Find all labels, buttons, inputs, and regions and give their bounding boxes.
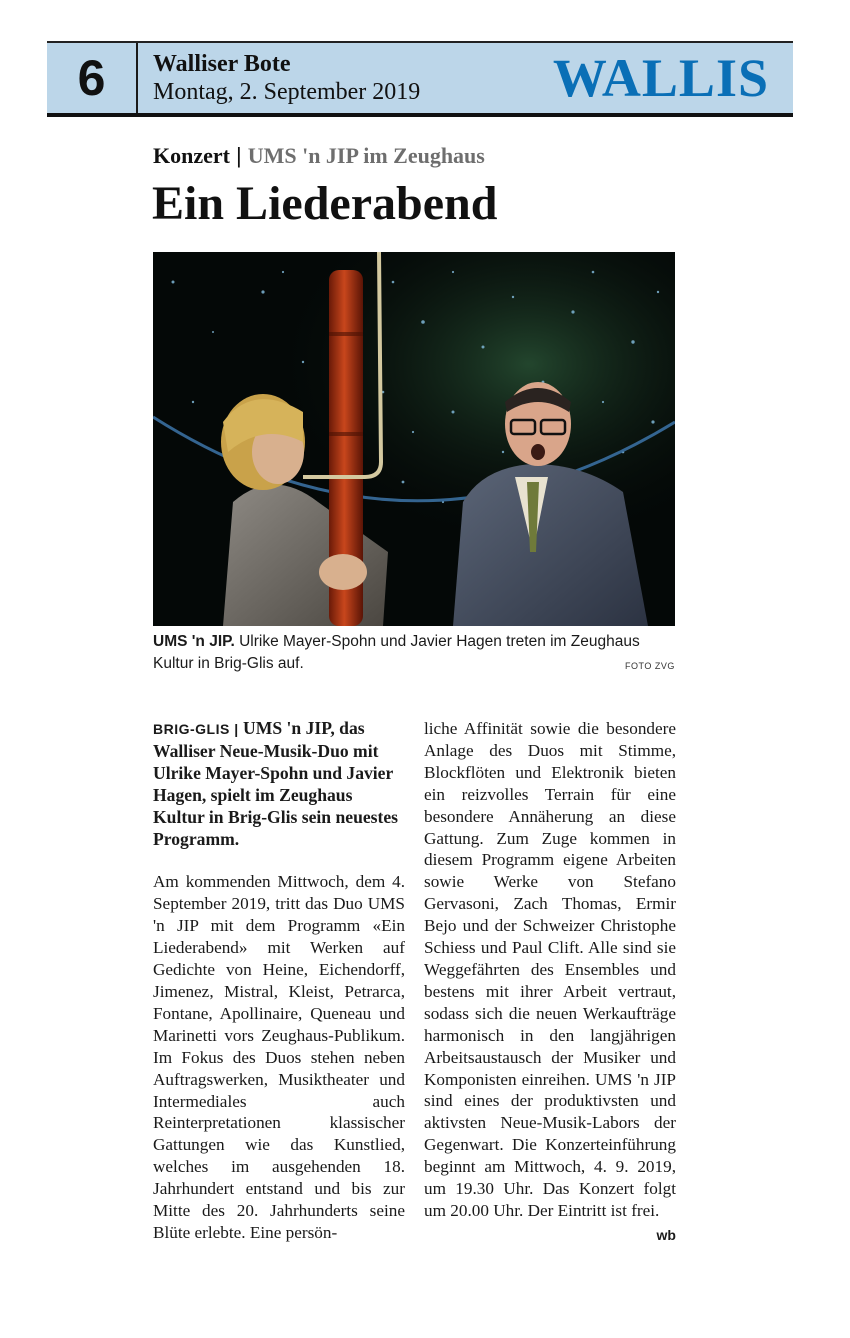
kicker-label: Konzert [153, 143, 230, 168]
header-bottom-rule [47, 113, 793, 117]
kicker-topic: UMS 'n JIP im Zeughaus [247, 143, 485, 168]
section-title: WALLIS [552, 48, 769, 108]
header-divider [136, 43, 138, 113]
article-column-2 [424, 718, 676, 1247]
article-column-1 [153, 718, 405, 1244]
page-header [47, 43, 793, 113]
article-photo [153, 252, 675, 626]
article-kicker [153, 143, 485, 169]
publication-name: Walliser Bote [153, 51, 291, 77]
caption-lead: UMS 'n JIP. [153, 633, 235, 650]
body-text-col2: liche Affinität sowie die besondere Anlage des Duos mit Stimme, Blockflöten und Elektronik bieten ein reizvolles Terrain für eine besondere Annäherung an diese Gattung. Zum Zuge kommen in diesem Programm eigene Arbeiten sowie Werke von Stefano Gervasoni, Zach Thomas, Ermir Bejo und der Schweizer Christophe Schiess und Paul Clift. Alle sind sie Weggefährten des Ensembles und bestens mit ihrer Arbeit vertraut, sodass sich die neuen Werkaufträge harmonisch in den langjährigen Arbeitsaustausch der Musiker und Komponisten einreihen. UMS 'n JIP sind eines der produktivsten und aktivsten Neue-Musik-Labors der Gegenwart. Die Konzerteinführung beginnt am Mittwoch, 4. 9. 2019, um 19.30 Uhr. Das Konzert folgt um 20.00 Uhr. Der Eintritt ist frei. [424, 719, 676, 1220]
article-headline: Ein Liederabend [152, 177, 498, 230]
lead-text: UMS 'n JIP, das Walliser Neue-Musik-Duo mit Ulrike Mayer-Spohn und Javier Hagen, spielt im Zeughaus Kultur in Brig-Glis sein neuestes Programm. [153, 718, 399, 849]
author-initials: wb [656, 1226, 676, 1243]
publication-date: Montag, 2. September 2019 [153, 79, 421, 105]
article-lead [153, 718, 405, 850]
caption-text: Ulrike Mayer-Spohn und Javier Hagen treten im Zeughaus Kultur in Brig-Glis auf. [153, 633, 640, 672]
photo-credit: FOTO ZVG [625, 661, 675, 671]
dateline: BRIG-GLIS | [153, 721, 244, 737]
body-text-col1: Am kommenden Mittwoch, dem 4. September 2019, tritt das Duo UMS 'n JIP mit dem Programm «Ein Liederabend» mit Werken auf Gedichte von Heine, Eichendorff, Jimenez, Mistral, Kleist, Petrarca, Fontane, Apollinaire, Queneau und Marinetti vors Zeughaus-Publikum. Im Fokus des Duos stehen neben Auftragswerken, Musiktheater und Intermediales auch Reinterpretationen klassischer Gattungen wie das Kunstlied, welches im ausgehenden 18. Jahrhundert entstand und bis zur Mitte des 20. Jahrhunderts seine Blüte erlebte. Eine persön- [153, 872, 405, 1242]
page-number: 6 [77, 50, 106, 106]
photo-caption [153, 631, 675, 675]
kicker-separator: | [235, 143, 242, 168]
concert-photo-illustration [153, 252, 675, 626]
